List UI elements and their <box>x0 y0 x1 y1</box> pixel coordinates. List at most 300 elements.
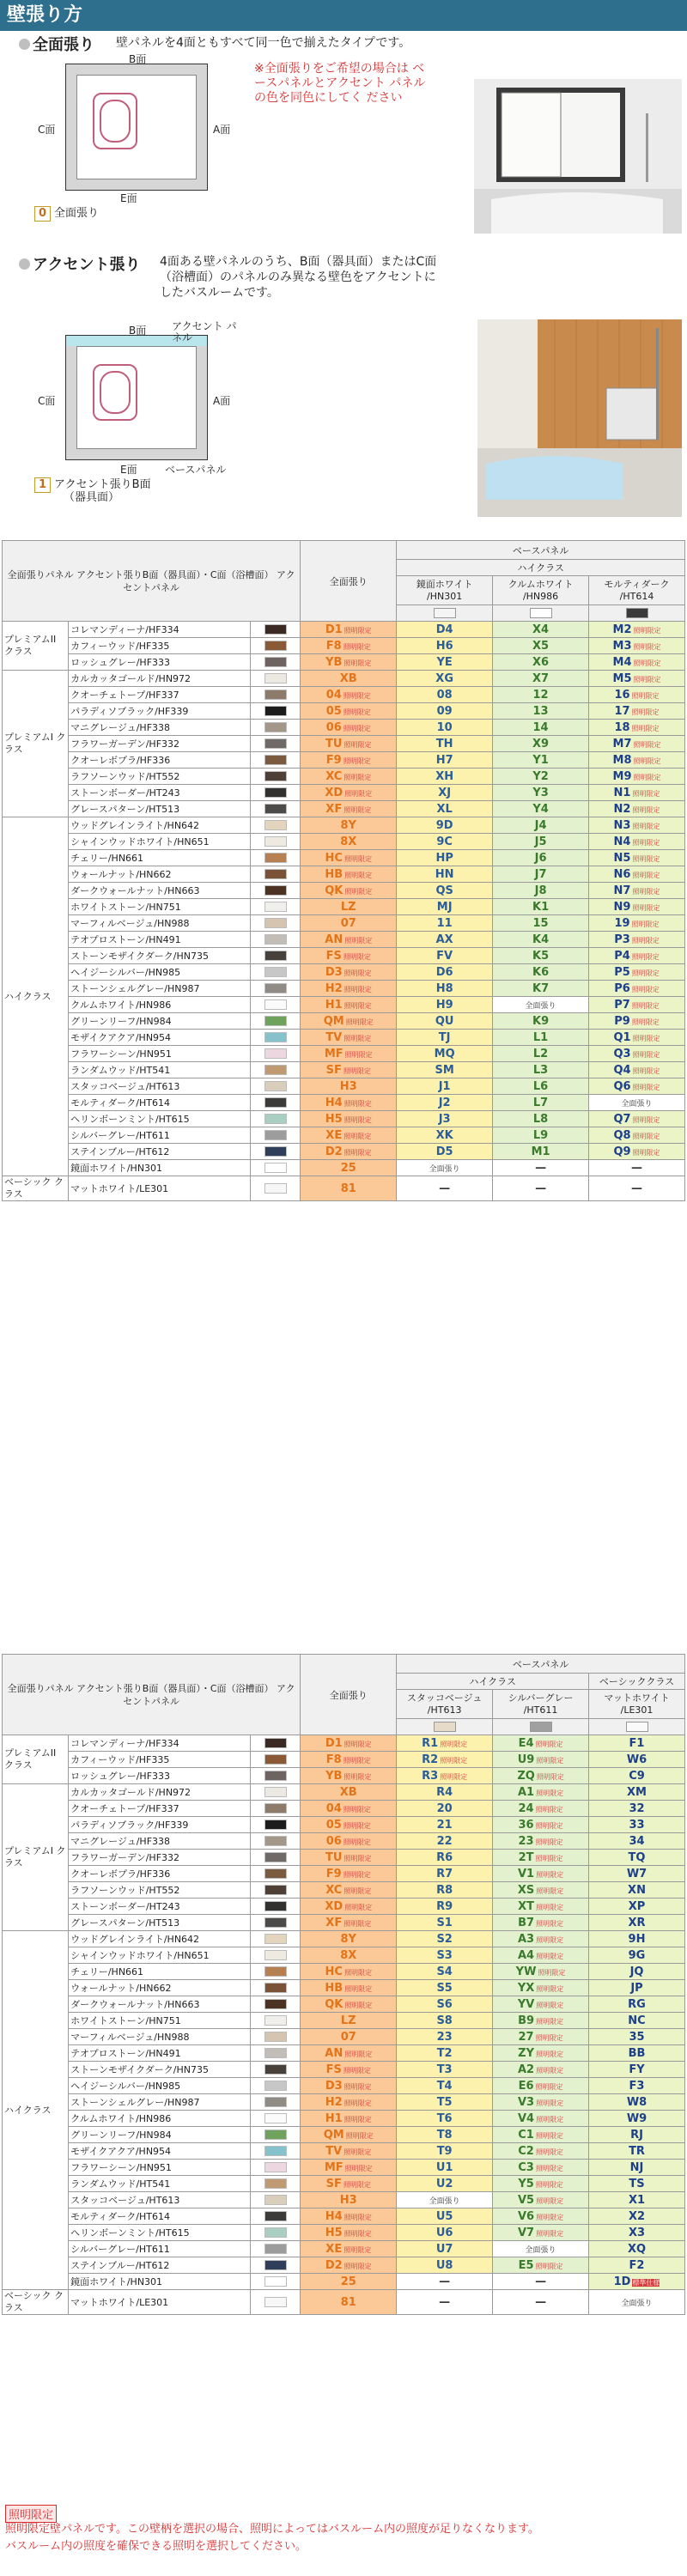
code-cell[interactable] <box>589 2274 685 2290</box>
code-cell[interactable] <box>493 1160 589 1176</box>
code-cell[interactable] <box>301 1964 397 1980</box>
code-cell[interactable] <box>301 1915 397 1931</box>
code-cell[interactable] <box>397 1030 493 1046</box>
code-cell[interactable] <box>301 1752 397 1768</box>
code-cell[interactable] <box>301 1030 397 1046</box>
code-cell[interactable] <box>589 2111 685 2127</box>
panel-code: J8 <box>534 884 547 897</box>
panel-name: スタッコベージュ/HT613 <box>69 2192 251 2208</box>
code-cell[interactable] <box>493 1915 589 1931</box>
code-cell[interactable] <box>493 850 589 866</box>
code-cell[interactable] <box>493 2208 589 2225</box>
code-cell[interactable] <box>493 1817 589 1833</box>
code-cell[interactable] <box>493 1947 589 1964</box>
code-cell[interactable] <box>301 2111 397 2127</box>
code-cell[interactable] <box>493 687 589 703</box>
code-cell[interactable] <box>589 1176 685 1201</box>
code-cell[interactable] <box>397 915 493 932</box>
code-cell[interactable] <box>589 2208 685 2225</box>
code-cell[interactable] <box>397 1980 493 1996</box>
code-cell[interactable] <box>301 1801 397 1817</box>
code-cell[interactable] <box>397 1176 493 1201</box>
code-cell[interactable] <box>301 2274 397 2290</box>
code-cell[interactable] <box>493 1882 589 1899</box>
code-cell[interactable] <box>589 1947 685 1964</box>
code-cell[interactable] <box>397 2274 493 2290</box>
code-cell[interactable] <box>493 1046 589 1062</box>
code-cell[interactable] <box>301 1784 397 1801</box>
code-cell[interactable] <box>397 785 493 801</box>
code-cell[interactable] <box>493 997 589 1013</box>
code-cell[interactable] <box>589 752 685 769</box>
code-cell[interactable] <box>301 1127 397 1144</box>
lighting-limited-tag: 照明限定 <box>343 756 371 765</box>
code-cell[interactable] <box>301 687 397 703</box>
code-cell[interactable] <box>397 997 493 1013</box>
full-option[interactable]: 0 全面張り <box>34 206 99 222</box>
code-cell[interactable] <box>493 2127 589 2143</box>
code-cell[interactable] <box>589 2029 685 2045</box>
code-cell[interactable] <box>493 1752 589 1768</box>
code-cell[interactable] <box>589 1030 685 1046</box>
code-cell[interactable] <box>397 932 493 948</box>
code-cell[interactable] <box>301 2045 397 2062</box>
code-cell[interactable] <box>493 1801 589 1817</box>
code-cell[interactable] <box>493 1850 589 1866</box>
code-cell[interactable] <box>493 817 589 834</box>
code-cell[interactable] <box>589 1866 685 1882</box>
code-cell[interactable] <box>301 1899 397 1915</box>
code-cell[interactable] <box>301 2078 397 2094</box>
code-cell[interactable] <box>493 1899 589 1915</box>
code-cell[interactable] <box>397 2127 493 2143</box>
code-cell[interactable] <box>301 2257 397 2274</box>
code-cell[interactable] <box>301 622 397 638</box>
code-cell[interactable] <box>301 1735 397 1752</box>
code-cell[interactable] <box>397 2013 493 2029</box>
code-cell[interactable] <box>589 1833 685 1850</box>
code-cell[interactable] <box>493 2241 589 2257</box>
code-cell[interactable] <box>397 769 493 785</box>
code-cell[interactable] <box>589 1062 685 1078</box>
code-cell[interactable] <box>301 703 397 720</box>
code-cell[interactable] <box>493 866 589 883</box>
code-cell[interactable] <box>493 1078 589 1095</box>
code-cell[interactable] <box>493 2225 589 2241</box>
panel-code: H1 <box>325 998 343 1012</box>
lighting-limited-tag: 照明限定 <box>631 985 660 993</box>
code-cell[interactable] <box>301 2176 397 2192</box>
code-cell[interactable] <box>589 1111 685 1127</box>
code-cell[interactable] <box>589 1899 685 1915</box>
code-cell[interactable] <box>397 2045 493 2062</box>
code-cell[interactable] <box>589 687 685 703</box>
code-cell[interactable] <box>301 1095 397 1111</box>
code-cell[interactable] <box>301 817 397 834</box>
code-cell[interactable] <box>493 1144 589 1160</box>
code-cell[interactable] <box>301 1176 397 1201</box>
code-cell[interactable] <box>397 1127 493 1144</box>
code-cell[interactable] <box>397 1947 493 1964</box>
panel-name: ラフソーンウッド/HT552 <box>69 769 251 785</box>
code-cell[interactable] <box>493 2029 589 2045</box>
code-cell[interactable] <box>493 1866 589 1882</box>
code-cell[interactable] <box>493 1030 589 1046</box>
code-cell[interactable] <box>397 1817 493 1833</box>
code-cell[interactable] <box>397 1062 493 1078</box>
code-cell[interactable] <box>301 866 397 883</box>
code-cell[interactable] <box>589 2143 685 2160</box>
code-cell[interactable] <box>397 2143 493 2160</box>
code-cell[interactable] <box>493 2160 589 2176</box>
panel-code: H2 <box>325 2095 343 2109</box>
code-cell[interactable] <box>589 1980 685 1996</box>
code-cell[interactable] <box>589 1996 685 2013</box>
code-cell[interactable] <box>589 2160 685 2176</box>
code-cell[interactable] <box>493 638 589 654</box>
table-header-left: 全面張りパネル アクセント張りB面（器具面）・C面（浴槽面） アクセントパネル <box>3 541 301 622</box>
code-cell[interactable] <box>589 997 685 1013</box>
code-cell[interactable] <box>397 964 493 981</box>
code-cell[interactable] <box>301 932 397 948</box>
code-cell[interactable] <box>301 899 397 915</box>
code-cell[interactable] <box>397 1111 493 1127</box>
code-cell[interactable] <box>589 720 685 736</box>
code-cell[interactable] <box>589 671 685 687</box>
code-cell[interactable] <box>397 622 493 638</box>
code-cell[interactable] <box>397 981 493 997</box>
code-cell[interactable] <box>301 997 397 1013</box>
code-cell[interactable] <box>589 2013 685 2029</box>
code-cell[interactable] <box>397 948 493 964</box>
panel-code: Q7 <box>613 1112 631 1126</box>
code-cell[interactable] <box>301 915 397 932</box>
code-cell[interactable] <box>301 638 397 654</box>
code-cell[interactable] <box>493 1768 589 1784</box>
code-cell[interactable] <box>397 2225 493 2241</box>
code-cell[interactable] <box>589 785 685 801</box>
code-cell[interactable] <box>589 638 685 654</box>
code-cell[interactable] <box>397 1160 493 1176</box>
code-cell[interactable] <box>589 948 685 964</box>
code-cell[interactable] <box>589 2094 685 2111</box>
code-cell[interactable] <box>493 1784 589 1801</box>
code-cell[interactable] <box>301 1046 397 1062</box>
code-cell[interactable] <box>397 1784 493 1801</box>
code-cell[interactable] <box>301 736 397 752</box>
code-cell[interactable] <box>397 1078 493 1095</box>
code-cell[interactable] <box>589 654 685 671</box>
code-cell[interactable] <box>397 687 493 703</box>
code-cell[interactable] <box>301 1062 397 1078</box>
code-cell[interactable] <box>397 1046 493 1062</box>
code-cell[interactable] <box>301 1850 397 1866</box>
code-cell[interactable] <box>493 2062 589 2078</box>
panel-code: XM <box>627 1785 647 1799</box>
code-cell[interactable] <box>301 1980 397 1996</box>
code-cell[interactable] <box>301 752 397 769</box>
code-cell[interactable] <box>589 883 685 899</box>
code-cell[interactable] <box>301 2241 397 2257</box>
code-cell[interactable] <box>397 801 493 817</box>
code-cell[interactable] <box>301 850 397 866</box>
code-cell[interactable] <box>493 2257 589 2274</box>
code-cell[interactable] <box>589 1127 685 1144</box>
code-cell[interactable] <box>589 736 685 752</box>
code-cell[interactable] <box>493 948 589 964</box>
code-cell[interactable] <box>397 1095 493 1111</box>
code-cell[interactable] <box>301 2192 397 2208</box>
code-cell[interactable] <box>397 866 493 883</box>
code-cell[interactable] <box>301 1160 397 1176</box>
code-cell[interactable] <box>493 654 589 671</box>
code-cell[interactable] <box>493 2013 589 2029</box>
code-cell[interactable] <box>589 932 685 948</box>
code-cell[interactable] <box>493 883 589 899</box>
code-cell[interactable] <box>589 1013 685 1030</box>
code-cell[interactable] <box>397 1144 493 1160</box>
code-cell[interactable] <box>589 1144 685 1160</box>
code-cell[interactable] <box>301 654 397 671</box>
code-cell[interactable] <box>493 932 589 948</box>
code-cell[interactable] <box>301 2013 397 2029</box>
code-cell[interactable] <box>397 2078 493 2094</box>
code-cell[interactable] <box>301 801 397 817</box>
code-cell[interactable] <box>493 915 589 932</box>
code-cell[interactable] <box>589 1817 685 1833</box>
code-cell[interactable] <box>589 769 685 785</box>
code-cell[interactable] <box>493 899 589 915</box>
code-cell[interactable] <box>589 899 685 915</box>
code-cell[interactable] <box>301 1768 397 1784</box>
code-cell[interactable] <box>301 1144 397 1160</box>
code-cell[interactable] <box>493 2290 589 2315</box>
color-swatch <box>264 1836 287 1846</box>
accent-option[interactable]: 1 アクセント張りB面 <box>34 477 151 493</box>
code-cell[interactable] <box>301 1078 397 1095</box>
code-cell[interactable] <box>301 1866 397 1882</box>
code-cell[interactable] <box>301 1817 397 1833</box>
code-cell[interactable] <box>589 866 685 883</box>
code-cell[interactable] <box>301 720 397 736</box>
code-cell[interactable] <box>589 2290 685 2315</box>
code-cell[interactable] <box>397 703 493 720</box>
code-cell[interactable] <box>493 1111 589 1127</box>
code-cell[interactable] <box>397 817 493 834</box>
code-cell[interactable] <box>493 2045 589 2062</box>
code-cell[interactable] <box>397 1964 493 1980</box>
code-cell[interactable] <box>589 1768 685 1784</box>
panel-name: グレースパターン/HT513 <box>69 801 251 817</box>
code-cell[interactable] <box>301 1111 397 1127</box>
code-cell[interactable] <box>397 2257 493 2274</box>
code-cell[interactable] <box>301 948 397 964</box>
code-cell[interactable] <box>397 736 493 752</box>
panel-code: J5 <box>534 835 547 848</box>
code-cell[interactable] <box>397 2160 493 2176</box>
code-cell[interactable] <box>589 622 685 638</box>
code-cell[interactable] <box>397 2241 493 2257</box>
code-cell[interactable] <box>589 2192 685 2208</box>
code-cell[interactable] <box>493 981 589 997</box>
code-cell[interactable] <box>397 2290 493 2315</box>
code-cell[interactable] <box>493 2078 589 2094</box>
code-cell[interactable] <box>301 769 397 785</box>
code-cell[interactable] <box>589 1735 685 1752</box>
code-cell[interactable] <box>397 1866 493 1882</box>
code-cell[interactable] <box>301 2225 397 2241</box>
code-cell[interactable] <box>589 817 685 834</box>
code-cell[interactable] <box>301 883 397 899</box>
code-cell[interactable] <box>493 2274 589 2290</box>
code-cell[interactable] <box>493 1735 589 1752</box>
code-cell[interactable] <box>589 850 685 866</box>
code-cell[interactable] <box>301 1013 397 1030</box>
code-cell[interactable] <box>301 1882 397 1899</box>
code-cell[interactable] <box>493 1833 589 1850</box>
code-cell[interactable] <box>589 2225 685 2241</box>
code-cell[interactable] <box>493 720 589 736</box>
code-cell[interactable] <box>589 2078 685 2094</box>
code-cell[interactable] <box>493 622 589 638</box>
code-cell[interactable] <box>493 2143 589 2160</box>
code-cell[interactable] <box>589 2062 685 2078</box>
code-cell[interactable] <box>397 1752 493 1768</box>
code-cell[interactable] <box>397 752 493 769</box>
code-cell[interactable] <box>397 1931 493 1947</box>
code-cell[interactable] <box>301 1833 397 1850</box>
code-cell[interactable] <box>397 2062 493 2078</box>
code-cell[interactable] <box>397 671 493 687</box>
code-cell[interactable] <box>493 1980 589 1996</box>
code-cell[interactable] <box>301 2094 397 2111</box>
code-cell[interactable] <box>493 752 589 769</box>
code-cell[interactable] <box>589 2045 685 2062</box>
panel-swatch <box>251 687 301 703</box>
code-cell[interactable] <box>493 1964 589 1980</box>
code-cell[interactable] <box>493 964 589 981</box>
code-cell[interactable] <box>589 834 685 850</box>
code-cell[interactable] <box>589 1801 685 1817</box>
code-cell[interactable] <box>493 769 589 785</box>
code-cell[interactable] <box>397 850 493 866</box>
code-cell[interactable] <box>493 2192 589 2208</box>
panel-code: B7 <box>518 1916 535 1929</box>
code-cell[interactable] <box>493 703 589 720</box>
code-cell[interactable] <box>589 1046 685 1062</box>
code-cell[interactable] <box>589 2127 685 2143</box>
code-cell[interactable] <box>493 1095 589 1111</box>
code-cell[interactable] <box>589 964 685 981</box>
code-cell[interactable] <box>589 801 685 817</box>
code-cell[interactable] <box>397 883 493 899</box>
code-cell[interactable] <box>589 1915 685 1931</box>
code-cell[interactable] <box>493 834 589 850</box>
code-cell[interactable] <box>397 1996 493 2013</box>
code-cell[interactable] <box>301 1996 397 2013</box>
code-cell[interactable] <box>301 2062 397 2078</box>
code-cell[interactable] <box>589 1882 685 1899</box>
code-cell[interactable] <box>589 1078 685 1095</box>
code-cell[interactable] <box>301 1931 397 1947</box>
code-cell[interactable] <box>493 785 589 801</box>
code-cell[interactable] <box>301 2160 397 2176</box>
code-cell[interactable] <box>493 1996 589 2013</box>
code-cell[interactable] <box>493 1127 589 1144</box>
code-cell[interactable] <box>397 638 493 654</box>
code-cell[interactable] <box>301 785 397 801</box>
code-cell[interactable] <box>397 2192 493 2208</box>
code-cell[interactable] <box>397 1833 493 1850</box>
code-cell[interactable] <box>301 671 397 687</box>
code-cell[interactable] <box>589 703 685 720</box>
code-cell[interactable] <box>493 2111 589 2127</box>
panel-code: XS <box>517 1883 535 1897</box>
code-cell[interactable] <box>397 2094 493 2111</box>
code-cell[interactable] <box>589 1752 685 1768</box>
code-cell[interactable] <box>397 834 493 850</box>
code-cell[interactable] <box>589 915 685 932</box>
code-cell[interactable] <box>397 1915 493 1931</box>
code-cell[interactable] <box>589 1160 685 1176</box>
code-cell[interactable] <box>589 981 685 997</box>
code-cell[interactable] <box>397 1013 493 1030</box>
panel-code: L3 <box>532 1063 549 1077</box>
code-cell[interactable] <box>493 1062 589 1078</box>
code-cell[interactable] <box>397 1850 493 1866</box>
code-cell[interactable] <box>301 981 397 997</box>
code-cell[interactable] <box>301 964 397 981</box>
code-cell[interactable] <box>301 2208 397 2225</box>
code-cell[interactable] <box>589 2257 685 2274</box>
code-cell[interactable] <box>589 1931 685 1947</box>
code-cell[interactable] <box>589 2176 685 2192</box>
code-cell[interactable] <box>493 1176 589 1201</box>
code-cell[interactable] <box>397 1768 493 1784</box>
code-cell[interactable] <box>397 899 493 915</box>
code-cell[interactable] <box>589 1095 685 1111</box>
code-cell[interactable] <box>397 1801 493 1817</box>
code-cell[interactable] <box>397 1882 493 1899</box>
code-cell[interactable] <box>493 801 589 817</box>
code-cell[interactable] <box>493 2094 589 2111</box>
code-cell[interactable] <box>493 671 589 687</box>
code-cell[interactable] <box>397 2111 493 2127</box>
code-cell[interactable] <box>301 834 397 850</box>
code-cell[interactable] <box>301 2143 397 2160</box>
code-cell[interactable] <box>397 1899 493 1915</box>
code-cell[interactable] <box>589 1964 685 1980</box>
code-cell[interactable] <box>301 2029 397 2045</box>
code-cell[interactable] <box>301 2290 397 2315</box>
code-cell[interactable] <box>397 2208 493 2225</box>
code-cell[interactable] <box>301 1947 397 1964</box>
code-cell[interactable] <box>493 1013 589 1030</box>
code-cell[interactable] <box>589 1784 685 1801</box>
code-cell[interactable] <box>301 2127 397 2143</box>
code-cell[interactable] <box>493 736 589 752</box>
code-cell[interactable] <box>493 2176 589 2192</box>
panel-code: XN <box>628 1883 646 1897</box>
code-cell[interactable] <box>397 2029 493 2045</box>
code-cell[interactable] <box>493 1931 589 1947</box>
code-cell[interactable] <box>397 1735 493 1752</box>
code-cell[interactable] <box>397 2176 493 2192</box>
code-cell[interactable] <box>397 720 493 736</box>
code-cell[interactable] <box>589 2241 685 2257</box>
code-cell[interactable] <box>397 654 493 671</box>
code-cell[interactable] <box>589 1850 685 1866</box>
